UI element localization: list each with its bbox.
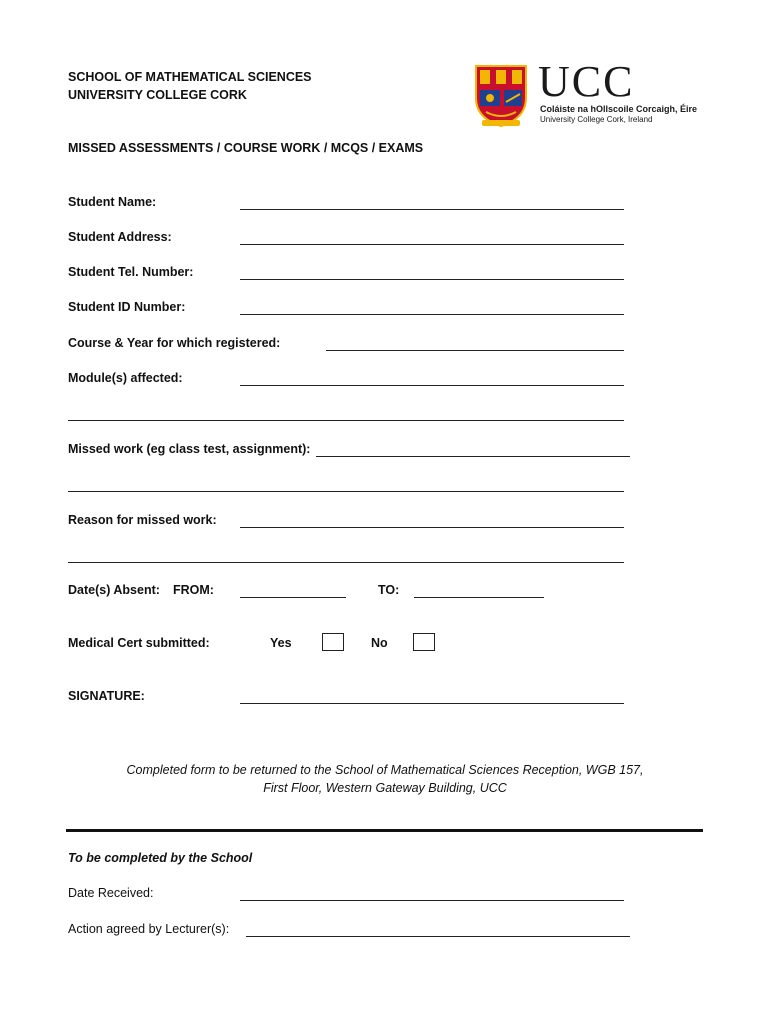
- missed-work-extra-line[interactable]: [68, 477, 624, 492]
- medical-yes-checkbox[interactable]: [322, 633, 344, 651]
- ucc-logo-text: UCC: [538, 57, 635, 106]
- form-title: MISSED ASSESSMENTS / COURSE WORK / MCQS / EXAMS: [68, 141, 424, 155]
- student-tel-label: Student Tel. Number:: [68, 265, 194, 279]
- ucc-crest-icon: [472, 64, 530, 130]
- action-agreed-label: Action agreed by Lecturer(s):: [68, 922, 230, 936]
- action-agreed-field[interactable]: [246, 922, 630, 937]
- student-name-label: Student Name:: [68, 195, 157, 209]
- school-header: [68, 68, 312, 104]
- missed-work-field[interactable]: [316, 442, 630, 457]
- medical-cert-label: Medical Cert submitted:: [68, 636, 210, 650]
- return-note-line2: First Floor, Western Gateway Building, UCC: [263, 781, 507, 795]
- student-tel-field[interactable]: [240, 265, 624, 280]
- student-address-label: Student Address:: [68, 230, 172, 244]
- reason-label: Reason for missed work:: [68, 513, 217, 527]
- school-section-heading: To be completed by the School: [68, 851, 253, 865]
- date-to-field[interactable]: [414, 583, 544, 598]
- reason-field[interactable]: [240, 513, 624, 528]
- medical-no-checkbox[interactable]: [413, 633, 435, 651]
- ucc-logo-irish: Coláiste na hOllscoile Corcaigh, Éire: [540, 104, 698, 114]
- student-id-field[interactable]: [240, 300, 624, 315]
- student-id-label: Student ID Number:: [68, 300, 186, 314]
- course-year-field[interactable]: [326, 336, 624, 351]
- to-label: TO:: [378, 583, 400, 597]
- return-note-line1: Completed form to be returned to the School of Mathematical Sciences Reception, WGB 157,: [126, 763, 644, 777]
- student-name-field[interactable]: [240, 195, 624, 210]
- modules-extra-line[interactable]: [68, 406, 624, 421]
- student-address-field[interactable]: [240, 230, 624, 245]
- return-note: [0, 761, 770, 797]
- signature-field[interactable]: [240, 689, 624, 704]
- reason-extra-line[interactable]: [68, 548, 624, 563]
- ucc-logo-english: University College Cork, Ireland: [540, 115, 653, 124]
- section-divider: [66, 829, 703, 832]
- date-from-field[interactable]: [240, 583, 346, 598]
- no-label: No: [371, 636, 388, 650]
- school-name: SCHOOL OF MATHEMATICAL SCIENCES: [68, 70, 312, 84]
- yes-label: Yes: [270, 636, 292, 650]
- signature-label: SIGNATURE:: [68, 689, 145, 703]
- dates-absent-label: Date(s) Absent:: [68, 583, 160, 597]
- course-year-label: Course & Year for which registered:: [68, 336, 281, 350]
- from-label: FROM:: [173, 583, 214, 597]
- date-received-label: Date Received:: [68, 886, 154, 900]
- date-received-field[interactable]: [240, 886, 624, 901]
- modules-field[interactable]: [240, 371, 624, 386]
- modules-label: Module(s) affected:: [68, 371, 183, 385]
- missed-work-label: Missed work (eg class test, assignment):: [68, 442, 311, 456]
- university-name: UNIVERSITY COLLEGE CORK: [68, 88, 247, 102]
